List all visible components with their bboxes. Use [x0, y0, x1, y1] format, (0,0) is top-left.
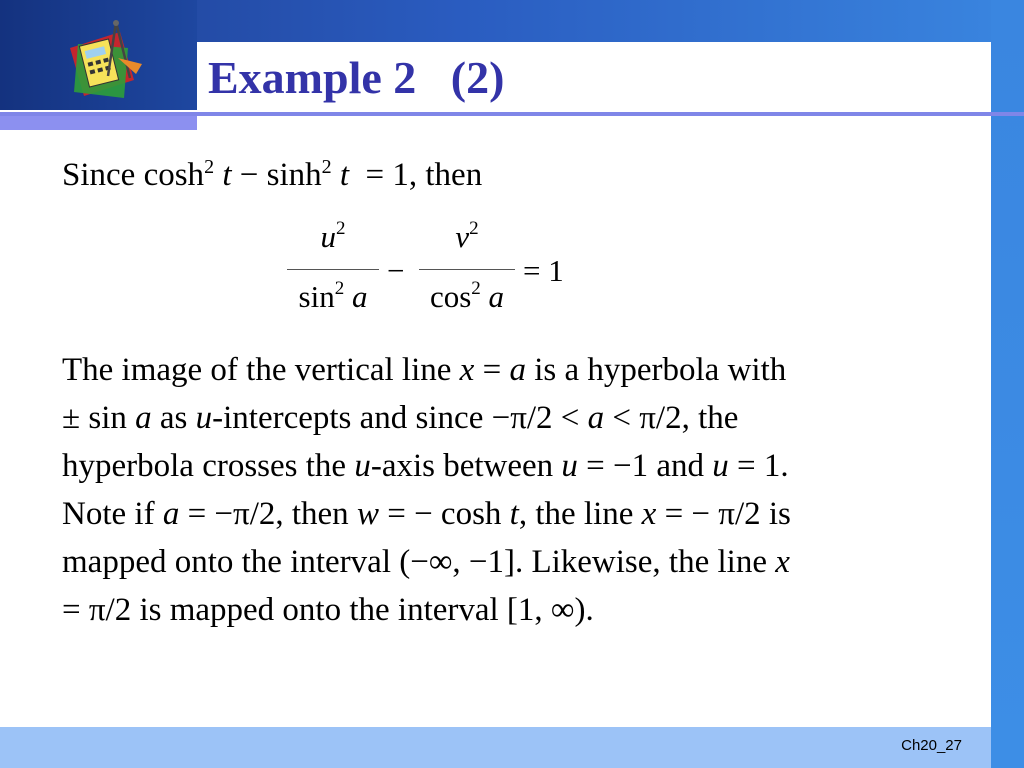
math-tools-logo-icon	[58, 18, 148, 106]
hyperbola-equation	[287, 218, 597, 328]
para-line-2: ± sin a as u-intercepts and since −π/2 < a < π/2, the	[62, 400, 739, 436]
intro-line: Since $\cosh^2 t - \sinh^2 t = 1$, then	[62, 156, 483, 193]
minus-sign: −	[387, 253, 405, 288]
left-accent-stripe	[0, 116, 197, 130]
fraction-u: $u^2$ $\sin^2 a$	[287, 218, 379, 328]
slide-title: Example 2 (2)	[208, 52, 505, 103]
para-line-5: mapped onto the interval (−∞, −1]. Likewise, the line x	[62, 544, 790, 580]
para-line-3: hyperbola crosses the u-axis between u = −1 and u = 1.	[62, 448, 789, 484]
slide-number: Ch20_27	[901, 737, 962, 754]
footer-bar	[0, 727, 991, 768]
explanation-paragraph	[62, 346, 962, 634]
para-line-1: The image of the vertical line x = a is a hyperbola with	[62, 352, 787, 388]
equals-one: = 1	[523, 253, 564, 288]
fraction-v: $v^2$ $\cos^2 a$	[419, 218, 515, 328]
para-line-4: Note if a = −π/2, then w = − cosh t, the line x = − π/2 is	[62, 496, 791, 532]
para-line-6: = π/2 is mapped onto the interval [1, ∞).	[62, 592, 594, 628]
